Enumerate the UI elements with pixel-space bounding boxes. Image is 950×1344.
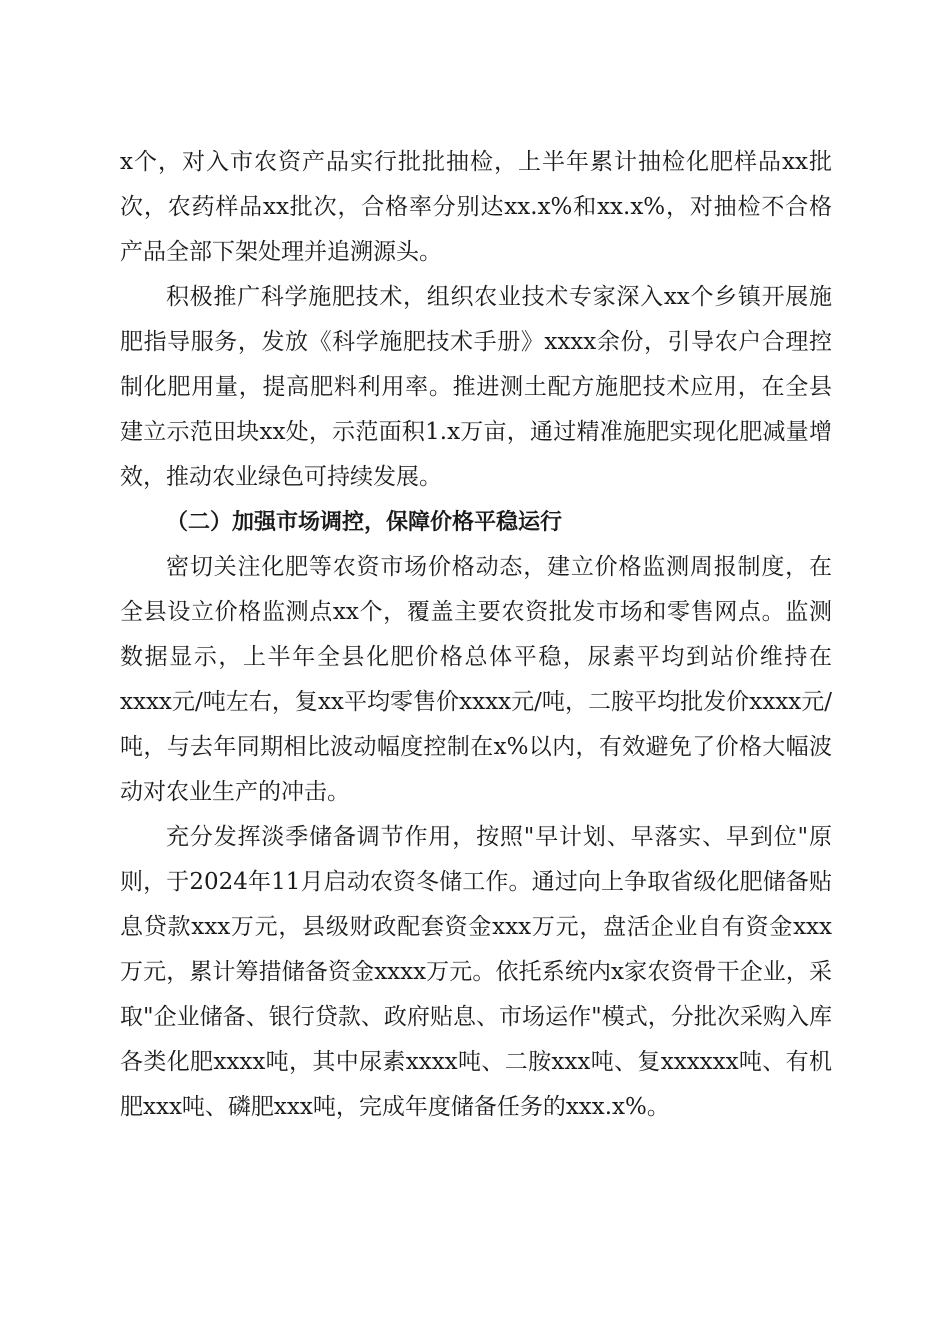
- paragraph-continuation: x个，对入市农资产品实行批批抽检，上半年累计抽检化肥样品xx批次，农药样品xx批次，合格率分别达xx.x%和xx.x%，对抽检不合格产品全部下架处理并追溯源头。: [120, 149, 832, 265]
- section-heading-market-regulation: （二）加强市场调控，保障价格平稳运行: [166, 510, 563, 535]
- paragraph-fertilizer-technology: 积极推广科学施肥技术，组织农业技术专家深入xx个乡镇开展施肥指导服务，发放《科学施肥技术手册》xxxx余份，引导农户合理控制化肥用量，提高肥料利用率。推进测土配方施肥技术应用，在全县建立示范田块xx处，示范面积1.x万亩，通过精准施肥实现化肥减量增效，推动农业绿色可持续发展。: [120, 284, 832, 490]
- paragraph-winter-reserve: 充分发挥淡季储备调节作用，按照"早计划、早落实、早到位"原则，于2024年11月启动农资冬储工作。通过向上争取省级化肥储备贴息贷款xxx万元，县级财政配套资金xxx万元，盘活企业自有资金xxx万元，累计筹措储备资金xxxx万元。依托系统内x家农资骨干企业，采取"企业储备、银行贷款、政府贴息、市场运作"模式，分批次采购入库各类化肥xxxx吨，其中尿素xxxx吨、二胺xxx吨、复xxxxxx吨、有机肥xxx吨、磷肥xxx吨，完成年度储备任务的xxx.x%。: [120, 824, 832, 1120]
- paragraph-price-monitoring: 密切关注化肥等农资市场价格动态，建立价格监测周报制度，在全县设立价格监测点xx个，覆盖主要农资批发市场和零售网点。监测数据显示，上半年全县化肥价格总体平稳，尿素平均到站价维持在xxxx元/吨左右，复xx平均零售价xxxx元/吨，二胺平均批发价xxxx元/吨，与去年同期相比波动幅度控制在x%以内，有效避免了价格大幅波动对农业生产的冲击。: [120, 554, 832, 805]
- document-body: [120, 140, 832, 1130]
